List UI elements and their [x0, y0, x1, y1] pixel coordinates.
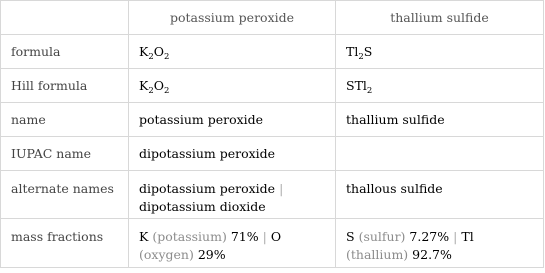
- formula-symbol: O: [153, 77, 165, 93]
- row-label-hill-formula: Hill formula: [1, 69, 129, 103]
- element-name: (sulfur): [358, 229, 406, 244]
- row-name: [1, 103, 544, 137]
- formula-symbol: S: [363, 43, 373, 59]
- separator: |: [262, 229, 267, 244]
- formula-subscript: 2: [164, 51, 170, 62]
- element-name: (thallium): [346, 247, 409, 262]
- iupac-potassium-peroxide: dipotassium peroxide: [129, 137, 336, 171]
- name-potassium-peroxide: potassium peroxide: [129, 103, 336, 137]
- element-percent: 71%: [230, 229, 259, 244]
- formula-subscript: 2: [366, 85, 373, 96]
- mass-fractions-potassium-peroxide: [129, 219, 336, 268]
- formula-symbol: Tl: [346, 43, 359, 59]
- row-hill-formula: [1, 69, 544, 103]
- element-symbol: K: [139, 229, 149, 244]
- row-formula: [1, 35, 544, 69]
- row-label-mass-fractions: mass fractions: [1, 219, 129, 268]
- alternate-name: dipotassium peroxide: [139, 181, 276, 196]
- row-iupac-name: [1, 137, 544, 171]
- formula-thallium-sulfide: [336, 35, 544, 69]
- element-name: (oxygen): [139, 247, 194, 262]
- row-label-iupac-name: IUPAC name: [1, 137, 129, 171]
- row-mass-fractions: [1, 219, 544, 268]
- alternate-names-thallium-sulfide: thallous sulfide: [336, 171, 544, 219]
- row-label-name: name: [1, 103, 129, 137]
- iupac-thallium-sulfide: [336, 137, 544, 171]
- formula-subscript: 2: [164, 85, 170, 96]
- formula-symbol: O: [153, 43, 165, 59]
- alternate-name: dipotassium dioxide: [139, 199, 266, 214]
- formula-symbol: STl: [346, 77, 367, 93]
- formula-potassium-peroxide: [129, 35, 336, 69]
- element-percent: 92.7%: [412, 247, 452, 262]
- row-alternate-names: [1, 171, 544, 219]
- header-potassium-peroxide: potassium peroxide: [129, 1, 336, 35]
- name-thallium-sulfide: thallium sulfide: [336, 103, 544, 137]
- element-symbol: O: [270, 229, 282, 244]
- row-label-alternate-names: alternate names: [1, 171, 129, 219]
- row-label-formula: formula: [1, 35, 129, 69]
- formula-symbol: K: [139, 43, 149, 59]
- formula-subscript: 2: [358, 51, 364, 62]
- alternate-names-potassium-peroxide: [129, 171, 336, 219]
- separator: |: [279, 181, 284, 196]
- hill-formula-thallium-sulfide: [336, 69, 544, 103]
- element-symbol: Tl: [461, 229, 474, 244]
- hill-formula-potassium-peroxide: [129, 69, 336, 103]
- header-row: [1, 1, 544, 35]
- mass-fractions-thallium-sulfide: [336, 219, 544, 268]
- formula-symbol: K: [139, 77, 149, 93]
- header-thallium-sulfide: thallium sulfide: [336, 1, 544, 35]
- formula-subscript: 2: [148, 51, 154, 62]
- header-empty-cell: [1, 1, 129, 35]
- element-percent: 7.27%: [409, 229, 450, 244]
- element-symbol: S: [346, 229, 355, 244]
- element-name: (potassium): [152, 229, 227, 244]
- element-percent: 29%: [197, 247, 226, 262]
- separator: |: [453, 229, 458, 244]
- formula-subscript: 2: [148, 85, 154, 96]
